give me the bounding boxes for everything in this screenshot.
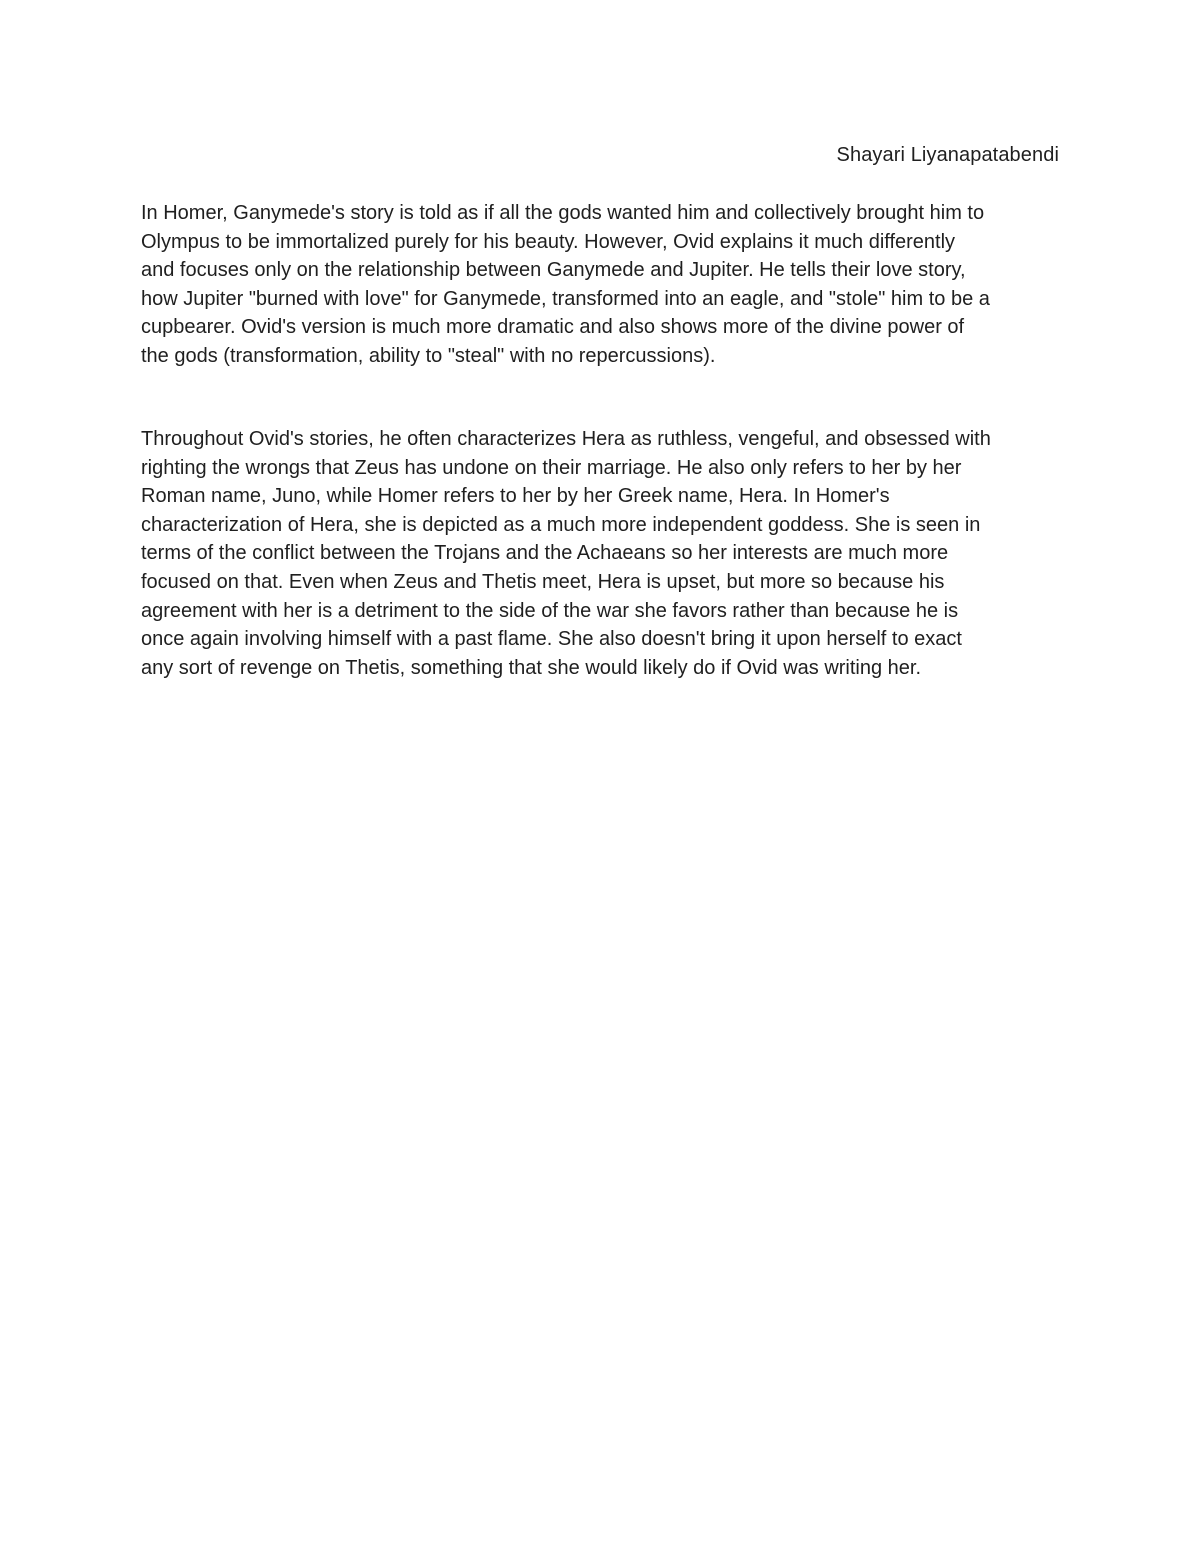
paragraph-line: Throughout Ovid's stories, he often characterizes Hera as ruthless, vengeful, and obsessed with (141, 428, 991, 450)
paragraph-line: agreement with her is a detriment to the side of the war she favors rather than because he is (141, 599, 959, 622)
paragraph-line: any sort of revenge on Thetis, something that she would likely do if Ovid was writing her. (141, 656, 922, 679)
author-name: Shayari Liyanapatabendi (836, 144, 1059, 166)
paragraph-line: terms of the conflict between the Trojans and the Achaeans so her interests are much more (141, 542, 949, 565)
paragraph-ganymede (141, 199, 1076, 371)
paragraph-line: righting the wrongs that Zeus has undone on their marriage. He also only refers to her by her (141, 456, 962, 479)
paragraph-hera (141, 425, 1076, 682)
paragraph-line: cupbearer. Ovid's version is much more dramatic and also shows more of the divine power of (141, 316, 965, 339)
paragraph-line: Olympus to be immortalized purely for his beauty. However, Ovid explains it much differently (141, 230, 956, 253)
paragraph-line: In Homer, Ganymede's story is told as if all the gods wanted him and collectively brought him to (141, 202, 985, 224)
paragraph-line: the gods (transformation, ability to "steal" with no repercussions). (141, 344, 716, 367)
paragraph-line: how Jupiter "burned with love" for Ganymede, transformed into an eagle, and "stole" him to be a (141, 287, 990, 310)
paragraph-line: once again involving himself with a past flame. She also doesn't bring it upon herself to exact (141, 628, 962, 651)
paragraph-line: characterization of Hera, she is depicted as a much more independent goddess. She is seen in (141, 513, 981, 536)
paragraph-line: Roman name, Juno, while Homer refers to her by her Greek name, Hera. In Homer's (141, 485, 890, 508)
paragraph-line: focused on that. Even when Zeus and Thetis meet, Hera is upset, but more so because his (141, 570, 945, 593)
paragraph-line: and focuses only on the relationship between Ganymede and Jupiter. He tells their love story, (141, 259, 966, 282)
